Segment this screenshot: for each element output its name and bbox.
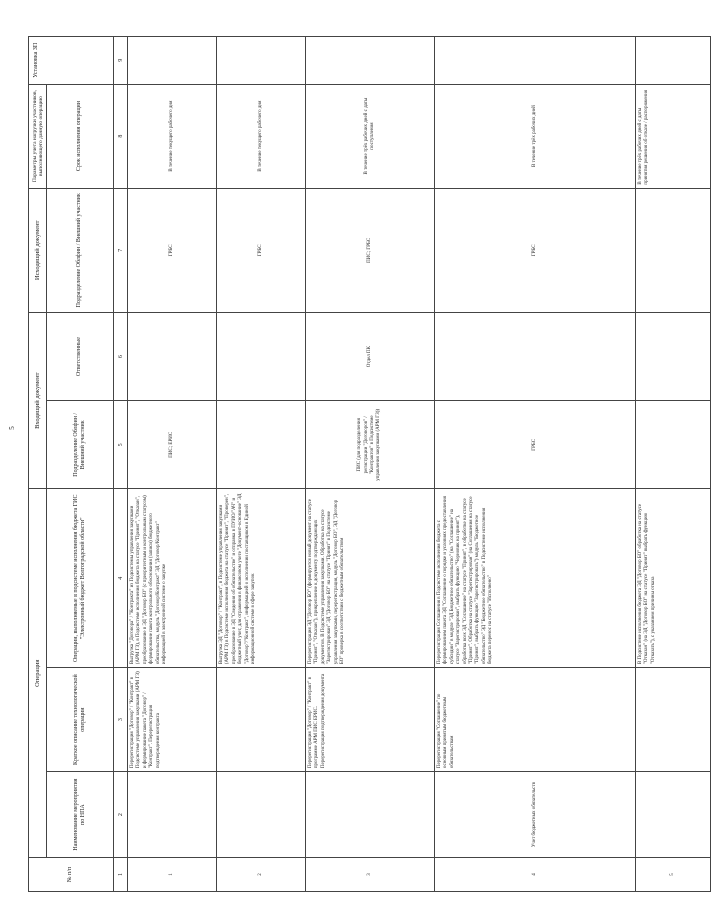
header-params: Параметры учета нагрузки участников, выполняющего данную операцию <box>29 84 47 188</box>
row-operations: Перерегистрация Соглашения в Подсистеме исполнения бюджета с формированием пакета ЭД "Соглашение о порядке и условиях предоставления субсидии" в модуле "ЭД Бюджетное обязательство" (на "Соглашение" на статусе "Зарегистрирован", выбрать функцию "Черновик на принят"), обработка всех ЭД "Соглашение" на статусе "Принят", в обработке на статусе "Принят". Обработка на статусе "Зарегистрирован" (на Соглашения на статусе "Принят", выбрать функцию "Зарегистрировать") модуль "Бюджетное обязательство" ЭД "Бюджетное обязательство" в Подсистеме исполнения бюджета перенос на статусе "Исполнено" <box>435 489 636 668</box>
table-row <box>435 37 636 892</box>
row-input-unit <box>636 401 711 489</box>
row-installed <box>128 37 217 85</box>
row-number: 2 <box>217 858 306 892</box>
row-installed <box>636 37 711 85</box>
header-col-measure: Наименование мероприятия по НПА <box>47 772 114 858</box>
header-input-document: Входящий документ <box>29 313 47 489</box>
row-output-unit: ГРБС <box>217 188 306 312</box>
row-input-unit <box>217 401 306 489</box>
page-number: 5 <box>8 426 16 430</box>
row-measure: Учет бюджетных обязательств <box>435 772 636 858</box>
row-input-unit: ПИС; ЕРИС <box>128 401 217 489</box>
table-row <box>306 37 435 892</box>
header-row-sections <box>29 37 47 892</box>
column-number: 8 <box>114 84 128 188</box>
operations-table <box>28 36 711 892</box>
row-operations: Выгрузка "Договора" / "Контракта" из Подсистемы управления закупками (АРМ ГЗ), в Подсистеме исполнения бюджета на статусе "Принят", "Отказан", преобразование в ЭД "Договор БО" (с приоритетным и контрольным статусом) формирование пакета контрольного обоснования (записи) бюджетного обязательства, модуль "Договор/Контракт" ЭД "Договор/Контракт" информацией в электронной системе о закупке <box>128 489 217 668</box>
row-number: 3 <box>306 858 435 892</box>
row-deadline: В течение текущего рабочего дня <box>217 84 306 188</box>
row-installed <box>435 37 636 85</box>
column-number: 4 <box>114 489 128 668</box>
header-col-responsible: Ответственные <box>47 313 114 401</box>
row-installed <box>306 37 435 85</box>
rotated-table-sheet <box>28 36 675 892</box>
row-measure <box>306 772 435 858</box>
column-number: 3 <box>114 668 128 772</box>
header-installed: Установка ЗП <box>29 37 114 85</box>
column-number: 7 <box>114 188 128 312</box>
row-deadline: В течение трёх рабочих дней с даты поступления <box>306 84 435 188</box>
row-responsible <box>217 313 306 401</box>
table-row <box>217 37 306 892</box>
row-deadline: В течение трёх рабочих дней <box>435 84 636 188</box>
column-number: 1 <box>114 858 128 892</box>
row-description <box>217 668 306 772</box>
row-responsible <box>128 313 217 401</box>
row-number: 1 <box>128 858 217 892</box>
row-operations: В Подсистеме исполнения бюджета ЭД "Договор БО" обработка на статусе "Отказан" (на ЭД "Договор БО" на статусе "Принят" выбрать функцию "Отказать"), с указанием причины отказа <box>636 489 711 668</box>
column-number: 9 <box>114 37 128 85</box>
row-responsible <box>435 313 636 401</box>
row-operations: Перерегистрация ЭД "Договор БО" (формируется новый документ на статусе "Принят", "Отказан"), прикрепление к документу подтверждающих документов. В Подсистеме управления закупками. Обработка на статусе "Зарегистрирован" ЭД "Договор БО" на статусе "Принят" в Подсистеме управления закупками, перерегистрация, модуль "Договор БО", ЭД "Договор БО" проверка в соответствии с бюджетным обязательством <box>306 489 435 668</box>
table-row <box>636 37 711 892</box>
header-col-output-unit: Подразделение Облфин / Внешний участник <box>47 188 114 312</box>
column-number: 2 <box>114 772 128 858</box>
row-operations: Выгрузка ЭД "Договор" / "Контракт", в Подсистеме управления закупками (АРМ ГЗ) в Подсистеме исполнения бюджета на статусе "Принят", "Проверен", преобразование в ЭД "Сведения об обязательстве" и отправка в ПУИО/"АЧ" и бюджетный учет, для отражения в финансовом учете "Документ-основание" ЭД "Договор"/"Контракт", информацией о исполнении поставщиком в Единой информационной системе в сфере закупок <box>217 489 306 668</box>
row-deadline: В течение трёх рабочих дней с даты принятия решения об отказе / распоряжения <box>636 84 711 188</box>
column-number-row <box>114 37 128 892</box>
row-responsible <box>636 313 711 401</box>
row-description: Перерегистрация "Договор" / "Контракт" в программе АРМ ПИС ЕРИС. Перерегистрация подтверждения документа <box>306 668 435 772</box>
row-measure <box>636 772 711 858</box>
row-output-unit: ГРБС <box>435 188 636 312</box>
header-row-columns <box>47 37 114 892</box>
row-description: Перерегистрация "Соглашение" по основным принятым бюджетным обязательствам <box>435 668 636 772</box>
row-deadline: В течение текущего рабочего дня <box>128 84 217 188</box>
row-output-unit: ПИС; ГРБС <box>306 188 435 312</box>
table-row <box>128 37 217 892</box>
column-number: 5 <box>114 401 128 489</box>
header-col-number: № п/п <box>29 858 114 892</box>
header-col-description: Краткое описание технологической операции <box>47 668 114 772</box>
row-number: 4 <box>435 858 636 892</box>
row-description <box>636 668 711 772</box>
header-col-input-unit: Подразделение Облфин / Внешний участник <box>47 401 114 489</box>
row-input-unit: ГРБС <box>435 401 636 489</box>
column-number: 6 <box>114 313 128 401</box>
row-responsible: Отдел ПК <box>306 313 435 401</box>
row-number: 5 <box>636 858 711 892</box>
header-col-operations: Операции, выполняемые в подсистеме исполнения бюджета ГИС "Электронный бюджет Волгоградской области" <box>47 489 114 668</box>
row-measure <box>217 772 306 858</box>
row-description: Перерегистрация "Договор" / "Контракт" в Подсистеме управления закупками (АРМ ГЗ) и формирование пакета "Договор" / "Контракт". Перерегистрация подтверждения контракта <box>128 668 217 772</box>
row-measure <box>128 772 217 858</box>
row-installed <box>217 37 306 85</box>
header-output-document: Исходящий документ <box>29 188 47 312</box>
row-output-unit: ГРБС <box>128 188 217 312</box>
row-output-unit <box>636 188 711 312</box>
row-input-unit: ПИС (для подразделения регистрации "Договоров" / "Контрактов" в Подсистеме управления закупками (АРМ ГЗ)) <box>306 401 435 489</box>
header-col-deadline: Срок исполнения операции <box>47 84 114 188</box>
header-operation: Операция <box>29 489 47 858</box>
